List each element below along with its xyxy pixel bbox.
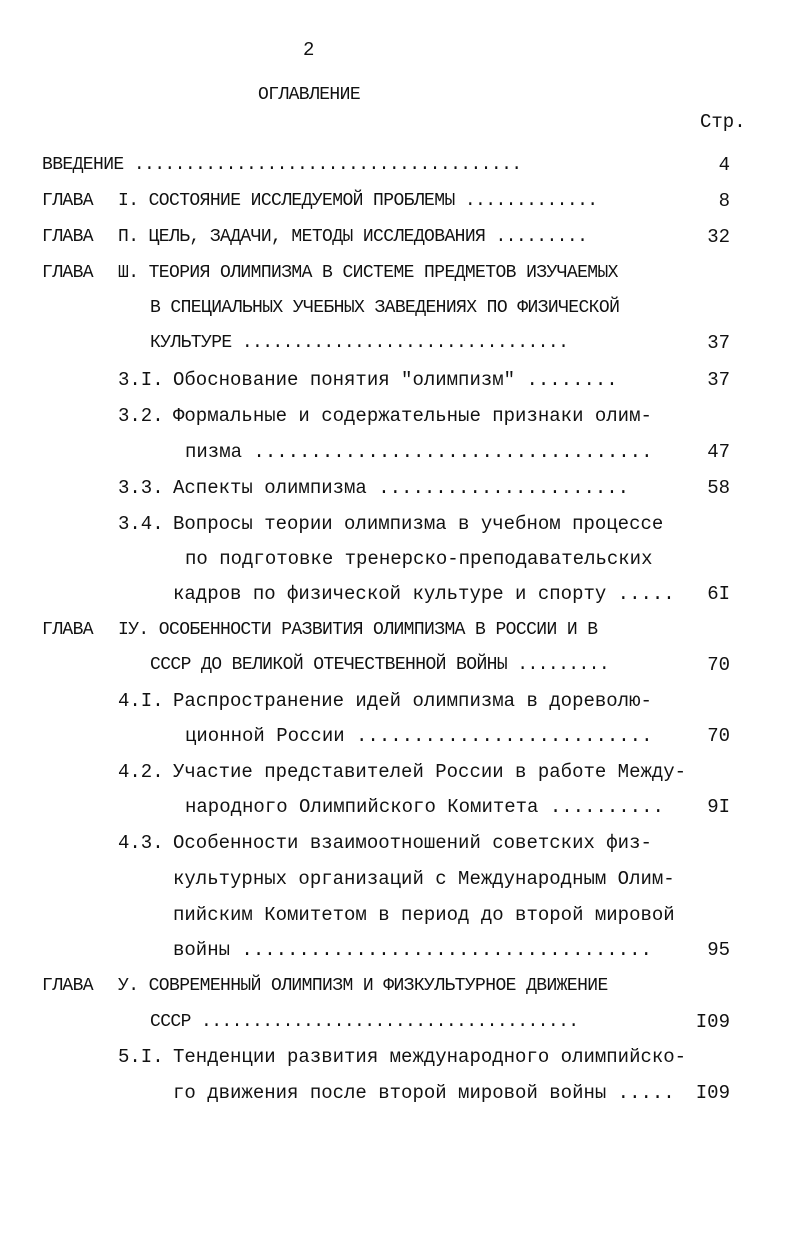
toc-entry-text: Тенденции развития международного олимпийско- — [173, 1046, 687, 1068]
toc-section-number: 5.I. — [118, 1046, 164, 1068]
toc-chapter-label: ГЛАВА — [42, 227, 94, 247]
toc-entry-text: пийским Комитетом в период до второй мировой — [173, 904, 675, 926]
toc-section-number: 4.2. — [118, 761, 164, 783]
toc-section-number: 3.3. — [118, 477, 164, 499]
toc-section-number: 3.2. — [118, 405, 164, 427]
toc-entry-text: ВВЕДЕНИЕ ...................................... — [42, 155, 522, 175]
toc-entry-text: П. ЦЕЛЬ, ЗАДАЧИ, МЕТОДЫ ИССЛЕДОВАНИЯ ......... — [118, 227, 588, 247]
toc-entry-text: Участие представителей России в работе Между- — [173, 761, 687, 783]
page-column-label: Стр. — [700, 111, 746, 133]
toc-entry-text: войны .................................... — [173, 939, 652, 961]
toc-chapter-label: ГЛАВА — [42, 620, 94, 640]
toc-section-number: 4.I. — [118, 690, 164, 712]
toc-entry-text: Обоснование понятия "олимпизм" ........ — [173, 369, 618, 391]
toc-heading: ОГЛАВЛЕНИЕ — [258, 85, 361, 105]
toc-entry-page: 32 — [707, 226, 730, 248]
toc-entry-text: I. СОСТОЯНИЕ ИССЛЕДУЕМОЙ ПРОБЛЕМЫ ............. — [118, 191, 598, 211]
toc-entry-text: КУЛЬТУРЕ ................................ — [150, 333, 569, 353]
toc-chapter-label: ГЛАВА — [42, 263, 94, 283]
toc-entry-page: 37 — [707, 332, 730, 354]
toc-entry-text: СССР ДО ВЕЛИКОЙ ОТЕЧЕСТВЕННОЙ ВОЙНЫ ......... — [150, 655, 610, 675]
toc-entry-text: IУ. ОСОБЕННОСТИ РАЗВИТИЯ ОЛИМПИЗМА В РОССИИ И В — [118, 620, 598, 640]
toc-entry-page: 47 — [707, 441, 730, 463]
toc-entry-text: по подготовке тренерско-преподавательских — [185, 548, 653, 570]
toc-entry-text: Аспекты олимпизма ...................... — [173, 477, 630, 499]
toc-section-number: 4.3. — [118, 832, 164, 854]
toc-entry-text: Распространение идей олимпизма в дореволю- — [173, 690, 652, 712]
toc-entry-page: 70 — [707, 654, 730, 676]
toc-entry-page: 37 — [707, 369, 730, 391]
toc-entry-page: I09 — [695, 1082, 730, 1104]
toc-section-number: 3.4. — [118, 513, 164, 535]
toc-entry-page: 9I — [707, 796, 730, 818]
toc-entry-page: 6I — [707, 583, 730, 605]
toc-chapter-label: ГЛАВА — [42, 191, 94, 211]
toc-entry-page: 70 — [707, 725, 730, 747]
toc-entry-text: пизма ................................... — [185, 441, 653, 463]
toc-entry-page: 8 — [718, 190, 730, 212]
toc-entry-text: культурных организаций с Международным Олим- — [173, 868, 675, 890]
toc-entry-text: СССР ..................................... — [150, 1012, 579, 1032]
toc-entry-text: народного Олимпийского Комитета .......... — [185, 796, 664, 818]
toc-entry-text: кадров по физической культуре и спорту ..... — [173, 583, 675, 605]
toc-entry-text: ционной России .......................... — [185, 725, 653, 747]
toc-chapter-label: ГЛАВА — [42, 976, 94, 996]
toc-entry-text: Вопросы теории олимпизма в учебном процессе — [173, 513, 664, 535]
toc-entry-page: 58 — [707, 477, 730, 499]
toc-entry-page: I09 — [695, 1011, 730, 1033]
toc-entry-page: 4 — [718, 154, 730, 176]
toc-entry-text: В СПЕЦИАЛЬНЫХ УЧЕБНЫХ ЗАВЕДЕНИЯХ ПО ФИЗИЧЕСКОЙ — [150, 298, 620, 318]
toc-entry-text: Особенности взаимоотношений советских физ- — [173, 832, 652, 854]
toc-entry-text: Формальные и содержательные признаки олим- — [173, 405, 652, 427]
toc-entry-text: Ш. ТЕОРИЯ ОЛИМПИЗМА В СИСТЕМЕ ПРЕДМЕТОВ ИЗУЧАЕМЫХ — [118, 263, 618, 283]
page-number: 2 — [303, 39, 315, 61]
toc-section-number: 3.I. — [118, 369, 164, 391]
toc-entry-page: 95 — [707, 939, 730, 961]
toc-entry-text: У. СОВРЕМЕННЫЙ ОЛИМПИЗМ И ФИЗКУЛЬТУРНОЕ ДВИЖЕНИЕ — [118, 976, 608, 996]
toc-entry-text: го движения после второй мировой войны ..... — [173, 1082, 675, 1104]
